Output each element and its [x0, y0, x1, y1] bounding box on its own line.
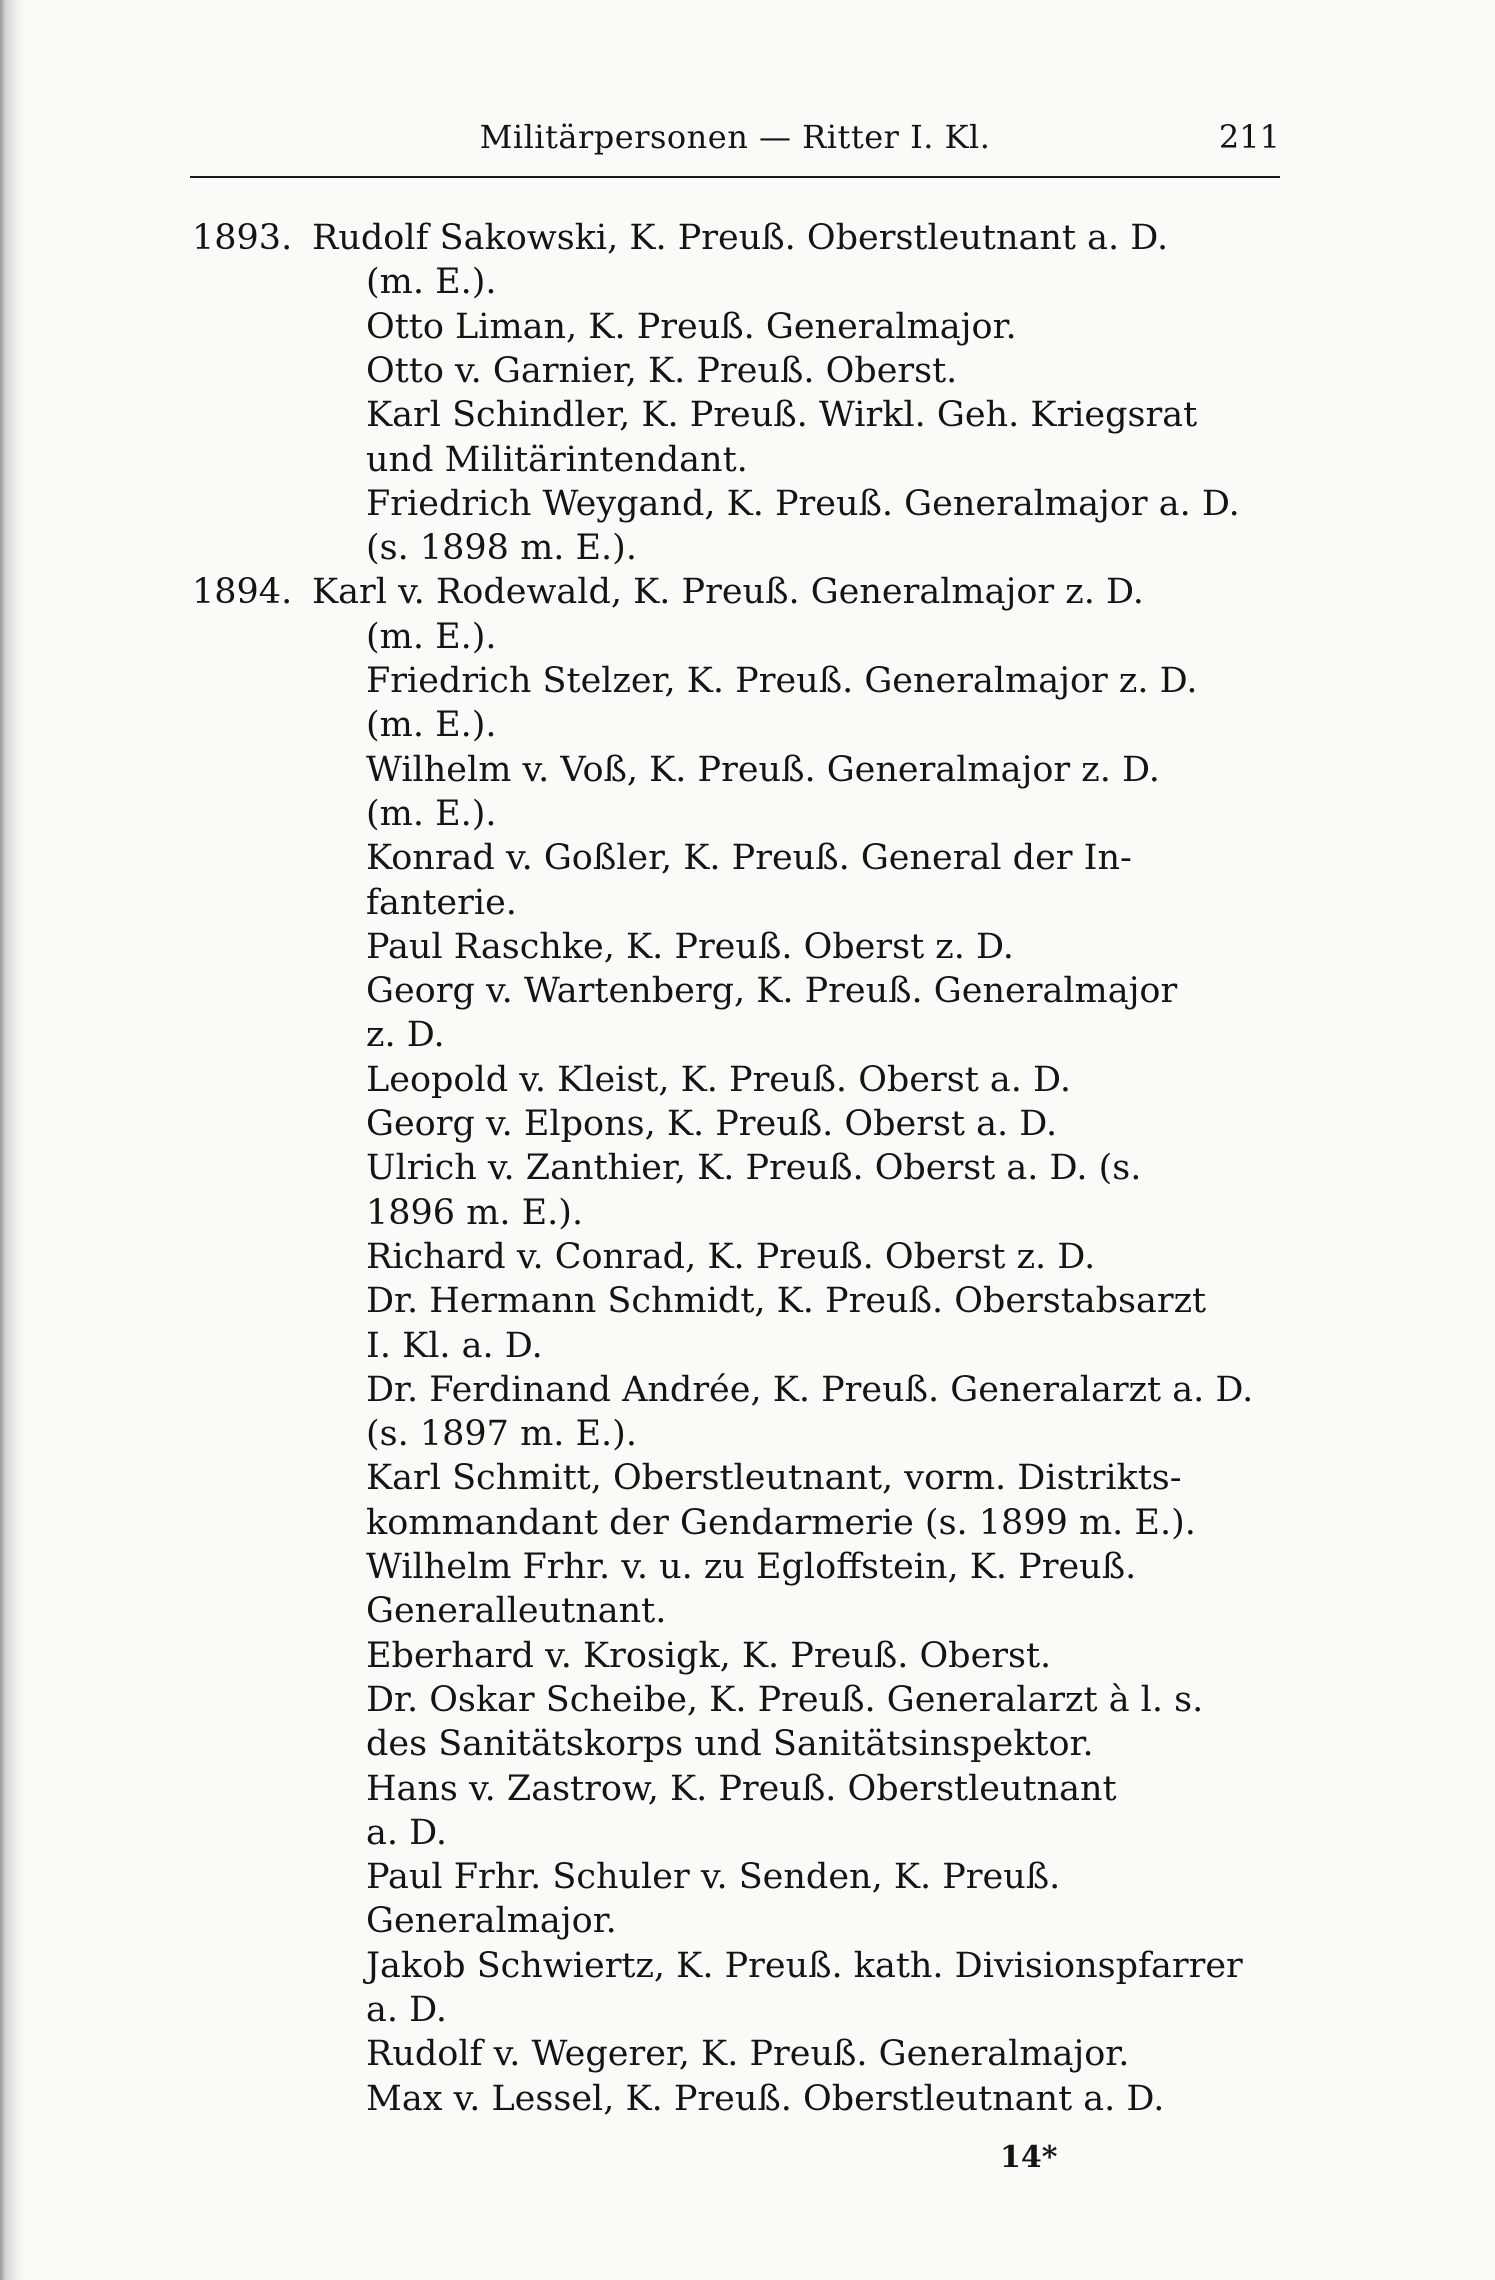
entry-text: kommandant der Gendarmerie (s. 1899 m. E.). [366, 1502, 1196, 1543]
entry-text: (m. E.). [366, 262, 497, 303]
entry-text: Wilhelm Frhr. v. u. zu Egloffstein, K. Preuß. [366, 1547, 1137, 1587]
entry-text: (s. 1898 m. E.). [366, 528, 637, 569]
entry-text: Georg v. Wartenberg, K. Preuß. Generalmajor [366, 971, 1178, 1012]
entry-text: Karl Schindler, K. Preuß. Wirkl. Geh. Kriegsrat [366, 395, 1198, 436]
entry-text: Dr. Ferdinand Andrée, K. Preuß. Generalarzt a. D. [366, 1369, 1254, 1410]
page-gutter-shadow [0, 0, 24, 2280]
entry-text: (m. E.). [366, 793, 497, 834]
year-label: 1894. [192, 572, 293, 613]
entry-text: Paul Frhr. Schuler v. Senden, K. Preuß. [366, 1857, 1061, 1898]
entry-text: Paul Raschke, K. Preuß. Oberst z. D. [366, 926, 1014, 967]
entry-text: a. D. [366, 1990, 448, 2030]
entry-text: (s. 1897 m. E.). [366, 1414, 637, 1455]
entry-text: und Militärintendant. [366, 439, 748, 480]
entry-text: Generalleutnant. [366, 1591, 667, 1632]
entry-text: Generalmajor. [366, 1901, 617, 1942]
entry-text: Karl v. Rodewald, K. Preuß. Generalmajor z. D. [312, 572, 1144, 613]
entry-text: Rudolf v. Wegerer, K. Preuß. Generalmajor. [366, 2034, 1130, 2075]
entry-text: (m. E.). [366, 705, 497, 746]
entry-text: a. D. [366, 1812, 448, 1853]
entry-text: Otto v. Garnier, K. Preuß. Oberst. [366, 350, 958, 391]
entry-text: Wilhelm v. Voß, K. Preuß. Generalmajor z. D. [366, 749, 1160, 790]
entry-text: Jakob Schwiertz, K. Preuß. kath. Divisionspfarrer [366, 1945, 1243, 1986]
running-header [190, 118, 1280, 168]
entry-text: Eberhard v. Krosigk, K. Preuß. Oberst. [366, 1635, 1052, 1676]
entry-text: des Sanitätskorps und Sanitätsinspektor. [366, 1724, 1094, 1765]
entry-text: Ulrich v. Zanthier, K. Preuß. Oberst a. D. (s. [366, 1148, 1142, 1189]
entry-text: Friedrich Stelzer, K. Preuß. Generalmajor z. D. [366, 661, 1198, 701]
entry-text: (m. E.). [366, 616, 497, 657]
entry-text: Max v. Lessel, K. Preuß. Oberstleutnant a. D. [366, 2078, 1165, 2119]
page-number: 211 [1218, 118, 1280, 156]
entry-text: Hans v. Zastrow, K. Preuß. Oberstleutnant [366, 1768, 1117, 1809]
entry-text: Georg v. Elpons, K. Preuß. Oberst a. D. [366, 1104, 1058, 1144]
entry-text: Rudolf Sakowski, K. Preuß. Oberstleutnant a. D. [312, 218, 1169, 258]
entry-text: Dr. Hermann Schmidt, K. Preuß. Oberstabsarzt [366, 1281, 1207, 1322]
entry-text: fanterie. [366, 882, 517, 923]
year-label: 1893. [192, 218, 293, 258]
entry-text: Karl Schmitt, Oberstleutnant, vorm. Distrikts- [366, 1458, 1182, 1499]
entry-text: z. D. [366, 1015, 445, 1056]
entry-text: Friedrich Weygand, K. Preuß. Generalmajor a. D. [366, 483, 1240, 524]
entry-text: Leopold v. Kleist, K. Preuß. Oberst a. D. [366, 1059, 1071, 1100]
header-title: Militärpersonen — Ritter I. Kl. [479, 118, 991, 156]
signature-mark: 14* [1000, 2140, 1058, 2175]
entry-text: 1896 m. E.). [366, 1192, 584, 1233]
entry-text: Otto Liman, K. Preuß. Generalmajor. [366, 306, 1017, 347]
entry-text: I. Kl. a. D. [366, 1325, 543, 1366]
entry-text: Richard v. Conrad, K. Preuß. Oberst z. D. [366, 1236, 1096, 1277]
header-rule [190, 176, 1280, 178]
entry-text: Konrad v. Goßler, K. Preuß. General der In- [366, 838, 1132, 879]
entry-text: Dr. Oskar Scheibe, K. Preuß. Generalarzt à l. s. [366, 1679, 1204, 1720]
